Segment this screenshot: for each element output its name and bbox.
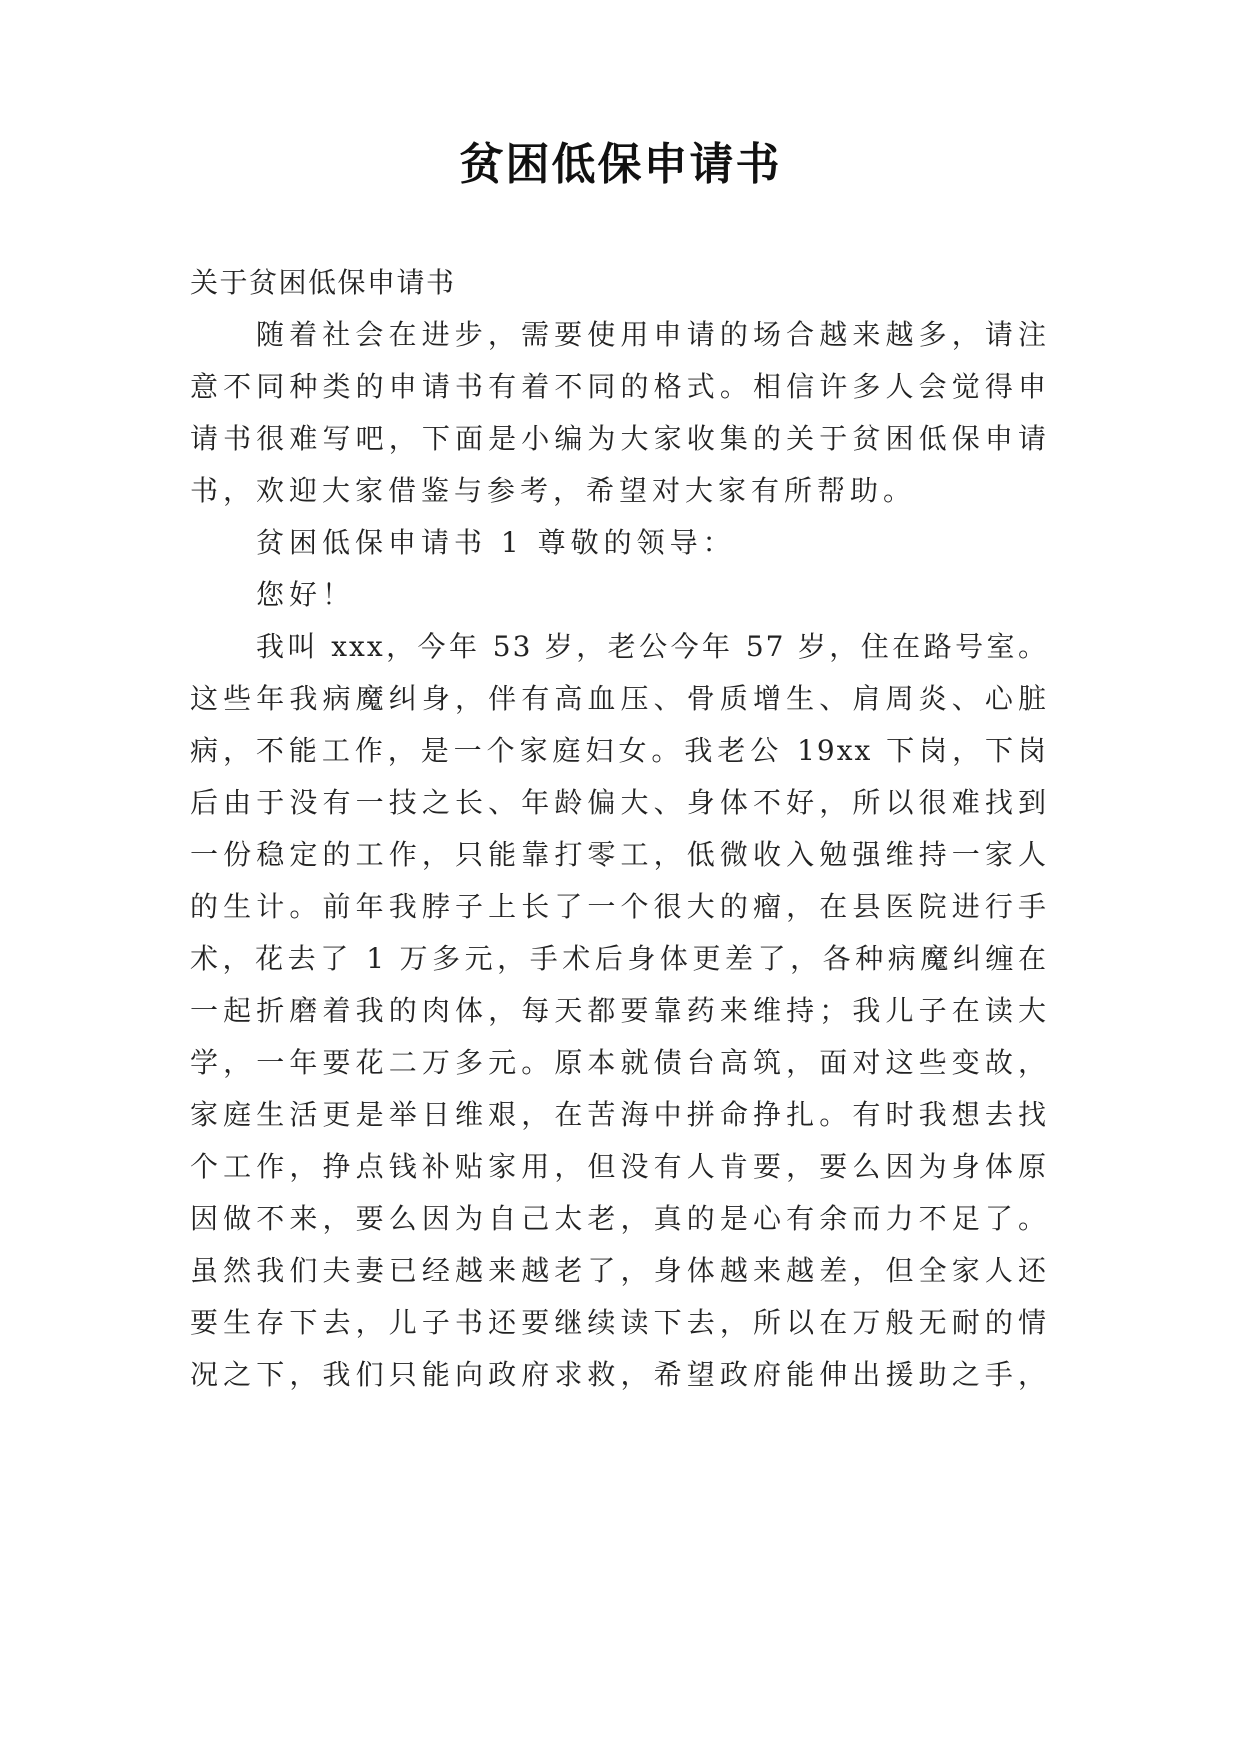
paragraph-letter-body	[190, 621, 1048, 1401]
text-line: 家庭生活更是举日维艰，在苦海中拼命挣扎。有时我想去找	[190, 1098, 1048, 1131]
text-line: 随着社会在进步，需要使用申请的场合越来越多，请注	[256, 318, 1048, 351]
text-line: 虽然我们夫妻已经越来越老了，身体越来越差，但全家人还	[190, 1254, 1048, 1287]
text-line: 的生计。前年我脖子上长了一个很大的瘤，在县医院进行手	[190, 890, 1048, 923]
text-line: 病，不能工作，是一个家庭妇女。我老公 19xx 下岗，下岗	[190, 734, 1048, 767]
text-line: 个工作，挣点钱补贴家用，但没有人肯要，要么因为身体原	[190, 1150, 1048, 1183]
text-line: 后由于没有一技之长、年龄偏大、身体不好，所以很难找到	[190, 786, 1048, 819]
text-line: 请书很难写吧，下面是小编为大家收集的关于贫困低保申请	[190, 422, 1048, 455]
text-line: 要生存下去，儿子书还要继续读下去，所以在万般无耐的情	[190, 1306, 1048, 1339]
paragraph-intro	[190, 309, 1048, 517]
text-line: 书，欢迎大家借鉴与参考，希望对大家有所帮助。	[190, 474, 917, 507]
text-line: 我叫 xxx，今年 53 岁，老公今年 57 岁，住在路号室。	[256, 630, 1048, 663]
text-line: 术，花去了 1 万多元，手术后身体更差了，各种病魔纠缠在	[190, 942, 1048, 975]
text-line: 意不同种类的申请书有着不同的格式。相信许多人会觉得申	[190, 370, 1048, 403]
letter-greeting: 您好！	[256, 578, 356, 611]
text-line: 况之下，我们只能向政府求救，希望政府能伸出援助之手，	[190, 1358, 1048, 1391]
text-line: 一起折磨着我的肉体，每天都要靠药来维持；我儿子在读大	[190, 994, 1048, 1027]
text-line: 这些年我病魔纠身，伴有高血压、骨质增生、肩周炎、心脏	[190, 682, 1048, 715]
document-heading: 关于贫困低保申请书	[190, 266, 456, 299]
document-body	[190, 257, 1048, 1401]
text-line: 一份稳定的工作，只能靠打零工，低微收入勉强维持一家人	[190, 838, 1048, 871]
text-line: 因做不来，要么因为自己太老，真的是心有余而力不足了。	[190, 1202, 1048, 1235]
document-title: 贫困低保申请书	[459, 139, 782, 190]
letter-salutation: 贫困低保申请书 1 尊敬的领导：	[256, 526, 736, 559]
text-line: 学，一年要花二万多元。原本就债台高筑，面对这些变故，	[190, 1046, 1048, 1079]
